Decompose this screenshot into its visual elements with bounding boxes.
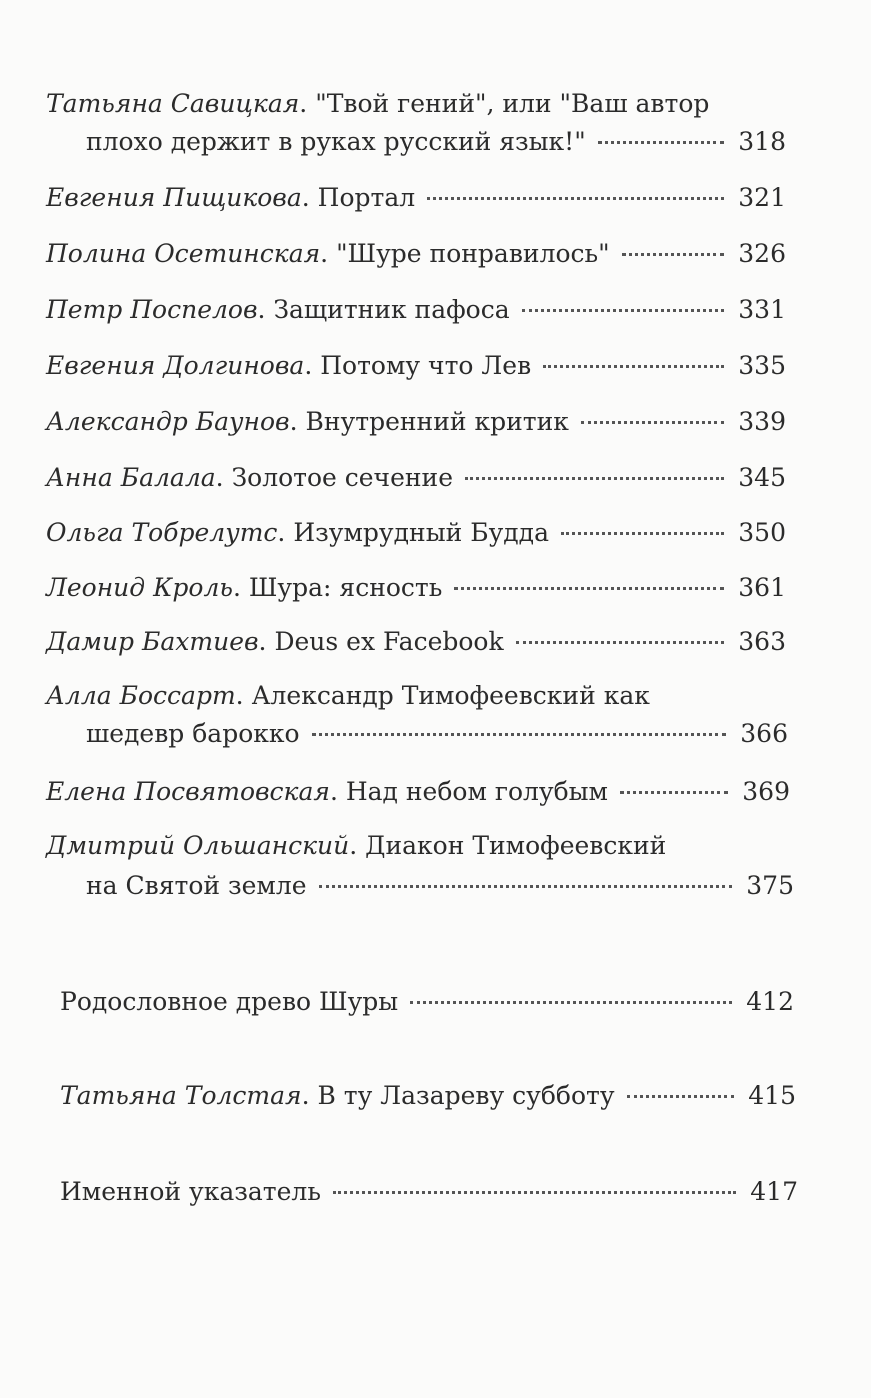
entry-title: Потому что Лев	[320, 351, 532, 380]
toc-entry-baunov: Александр Баунов. Внутренний критик 339	[46, 407, 786, 436]
dot-leader	[312, 733, 727, 736]
page-number: 415	[748, 1081, 796, 1110]
dot-leader	[522, 309, 725, 312]
toc-entry-dolginova: Евгения Долгинова. Потому что Лев 335	[46, 351, 786, 380]
page-number: 417	[750, 1177, 798, 1206]
toc-entry-bossart-line2	[86, 720, 788, 748]
entry-title: Над небом голубым	[345, 777, 608, 806]
dot-leader	[598, 141, 725, 144]
entry-author: Татьяна Савицкая	[46, 89, 300, 118]
dot-leader	[319, 885, 733, 888]
toc-entry-tobreluts: Ольга Тобрелутс. Изумрудный Будда 350	[46, 518, 786, 547]
toc-section-family-tree	[60, 988, 794, 1016]
entry-title-cont: шедевр барокко	[86, 719, 300, 748]
entry-author: Анна Балала	[46, 463, 216, 492]
toc-entry-balala: Анна Балала. Золотое сечение 345	[46, 463, 786, 492]
dot-leader	[410, 1001, 732, 1004]
entry-title-cont: плохо держит в руках русский язык!"	[86, 127, 586, 156]
page-number: 318	[738, 127, 786, 156]
entry-title: Внутренний критик	[305, 407, 569, 436]
dot-leader	[454, 587, 724, 590]
dot-leader	[620, 791, 728, 794]
page-number: 339	[738, 407, 786, 436]
entry-title: Александр Тимофеевский как	[251, 681, 650, 710]
dot-leader	[516, 641, 725, 644]
page-number: 361	[738, 573, 786, 602]
dot-leader	[543, 365, 724, 368]
entry-author: Петр Поспелов	[46, 295, 258, 324]
dot-leader	[333, 1191, 736, 1194]
page-number: 366	[740, 719, 788, 748]
entry-author: Евгения Пищикова	[46, 183, 302, 212]
page-number: 369	[742, 777, 790, 806]
toc-entry-pospelov: Петр Поспелов. Защитник пафоса 331	[46, 295, 786, 324]
entry-title: Золотое сечение	[231, 463, 453, 492]
toc-section-tolstaya: Татьяна Толстая. В ту Лазареву субботу 415	[60, 1081, 796, 1110]
page-number: 363	[738, 627, 786, 656]
entry-title: Портал	[317, 183, 416, 212]
page-number: 350	[738, 518, 786, 547]
toc-entry-olshansky-line2	[86, 872, 794, 900]
entry-author: Дамир Бахтиев	[46, 627, 259, 656]
entry-title: Deus ex Facebook	[274, 627, 504, 656]
entry-author: Елена Посвятовская	[46, 777, 330, 806]
toc-entry-savitskaya-line2	[86, 128, 786, 156]
toc-entry-bakhtiev: Дамир Бахтиев. Deus ex Facebook 363	[46, 627, 786, 656]
dot-leader	[561, 532, 724, 535]
section-title: Родословное древо Шуры	[60, 987, 399, 1016]
section-title: В ту Лазареву субботу	[317, 1081, 615, 1110]
page-number: 345	[738, 463, 786, 492]
dot-leader	[427, 197, 724, 200]
entry-author: Дмитрий Ольшанский	[46, 831, 350, 860]
entry-author: Алла Боссарт	[46, 681, 236, 710]
page-number: 412	[746, 987, 794, 1016]
page-number: 321	[738, 183, 786, 212]
entry-author: Евгения Долгинова	[46, 351, 305, 380]
page-number: 375	[746, 871, 794, 900]
entry-title: Защитник пафоса	[273, 295, 510, 324]
toc-entry-bossart: Алла Боссарт. Александр Тимофеевский как	[46, 681, 650, 710]
dot-leader	[627, 1095, 735, 1098]
toc-entry-olshansky: Дмитрий Ольшанский. Диакон Тимофеевский	[46, 831, 667, 860]
dot-leader	[581, 421, 724, 424]
toc-entry-osetinskaya: Полина Осетинская. "Шуре понравилось" 326	[46, 239, 786, 268]
entry-author: Александр Баунов	[46, 407, 290, 436]
toc-entry-pishchikova: Евгения Пищикова. Портал 321	[46, 183, 786, 212]
entry-title: Изумрудный Будда	[293, 518, 549, 547]
page-number: 331	[738, 295, 786, 324]
entry-title: "Твой гений", или "Ваш автор	[315, 89, 710, 118]
entry-author: Ольга Тобрелутс	[46, 518, 278, 547]
entry-author: Леонид Кроль	[46, 573, 233, 602]
toc-entry-krol: Леонид Кроль. Шура: ясность 361	[46, 573, 786, 602]
page-number: 326	[738, 239, 786, 268]
entry-title: Диакон Тимофеевский	[365, 831, 667, 860]
entry-title: Шура: ясность	[248, 573, 443, 602]
dot-leader	[465, 477, 724, 480]
entry-author: Полина Осетинская	[46, 239, 321, 268]
toc-entry-savitskaya: Татьяна Савицкая. "Твой гений", или "Ваш автор	[46, 89, 710, 118]
entry-title-cont: на Святой земле	[86, 871, 307, 900]
entry-author: Татьяна Толстая	[60, 1081, 302, 1110]
toc-section-name-index	[60, 1178, 798, 1206]
toc-entry-posvyatovskaya: Елена Посвятовская. Над небом голубым 369	[46, 777, 790, 806]
dot-leader	[622, 253, 725, 256]
section-title: Именной указатель	[60, 1177, 321, 1206]
page-number: 335	[738, 351, 786, 380]
entry-title: "Шуре понравилось"	[336, 239, 610, 268]
